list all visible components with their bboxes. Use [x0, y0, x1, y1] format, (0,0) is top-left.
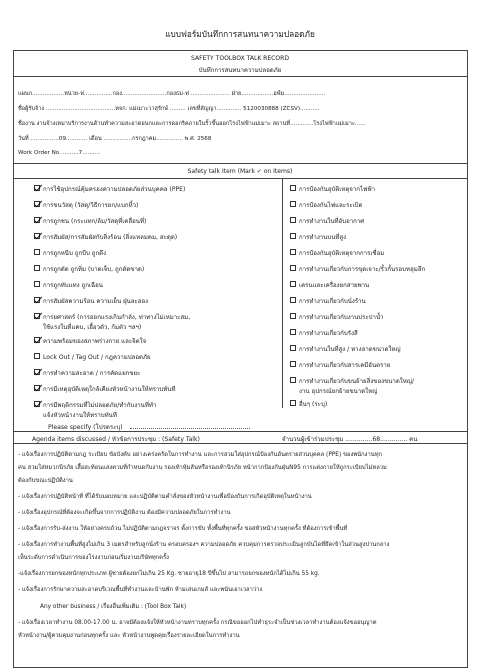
talk-item-checkbox[interactable] — [290, 400, 296, 406]
talk-item-checkbox[interactable] — [34, 369, 40, 375]
talk-item-label: การป้องกันอุบัติเหตุจากไฟฟ้า — [299, 186, 376, 193]
talk-item-checkbox[interactable] — [290, 185, 296, 191]
talk-item-checkbox[interactable] — [290, 217, 296, 223]
talk-item-report-sub: แจ้งหัวหน้างานให้ทราบทันที — [43, 412, 117, 419]
discussion-line: - แจ้งเรื่องการรับ-ส่งงาน ให้อย่างครบถ้วน ไม่ปฏิบัติตามกฎจราจร ตั้งการขับ ทั้งพื้นที่ทุกครั้ง ขอสหัวหน้างานทุกครั้ง ที่ต้องการเข้าพื้นที่ — [18, 526, 348, 532]
discussion-line: คน สวมใส่หมวกนิรภัย เสื้อสะท้อนแสงตามที่กำหนดกับงาน รองเท้าหุ้มส้นหรือรองเท้านิรภัย หน้ากากป้องกันฝุ่นN95 การแต่งกายให้ถูกระเบียบไม่หลวม — [18, 465, 387, 471]
talk-item-checkbox[interactable] — [290, 377, 296, 383]
discussion-line: เห็นระดับการดำเนินการของโรงงานก่อนเริ่มงานบริษัททุกครั้ง — [18, 555, 170, 561]
talk-item-label: การถูกตัด ถูกทิ่ม (บาดเจ็บ, ถูกตัดขาด) — [43, 266, 145, 273]
talk-item-label: การถูกหนีบ ถูกบีบ ถูกดึง — [43, 250, 107, 257]
talk-item-checkbox[interactable] — [34, 297, 40, 303]
talk-item-label: การทำงานในที่สูง / ทางลาดขนาดใหญ่ — [299, 346, 401, 353]
talk-item-checkbox[interactable] — [34, 249, 40, 255]
header-title-en: SAFETY TOOLBOX TALK RECORD — [191, 55, 289, 62]
talk-item-label: การทำงานเกี่ยวกับงานประปาน้ำ — [299, 314, 384, 321]
talk-item-checkbox[interactable] — [290, 313, 296, 319]
talk-item-label: การทำงานในที่อับอากาศ — [299, 218, 365, 225]
talk-item-label: การทำความสะอาด / การคัดแยกขยะ — [43, 370, 141, 377]
form-title: แบบฟอร์มบันทึกการสนทนาความปลอดภัย — [165, 29, 315, 39]
any-other-business: Any other business / เรื่องอื่นเพิ่มเติม : (Tool Box Talk) — [40, 604, 187, 610]
talk-item-checkbox[interactable] — [34, 385, 40, 391]
talk-item-label: เครนและเครื่องยกสายพาน — [299, 282, 370, 289]
field-contractor: ชื่อผู้รับจ้าง .......................................หจก. แม่เมาะวาสุรักษ์ ......... เลขที่สัญญา.............. 5120030888 (ZCSV)........... — [18, 106, 320, 112]
agenda-top-divider — [13, 431, 468, 432]
talk-item-checkbox[interactable] — [290, 345, 296, 351]
talk-item-checkbox[interactable] — [290, 233, 296, 239]
talk-item-label: การขนวัสดุ (วัสดุ/วิธีการยก/แบกหิ้ว) — [43, 202, 139, 209]
talk-item-checkbox[interactable] — [34, 185, 40, 191]
talk-item-checkbox[interactable] — [34, 401, 40, 407]
talk-item-checkbox[interactable] — [34, 233, 40, 239]
talk-item-checkbox[interactable] — [290, 201, 296, 207]
field-job-name: ชื่องาน งานจ้างเหมาบริการงานด้านทำความสะอาดอนกและการดอกริคภายในรั้วขึ้นออกโรงไฟฟ้าแม่เมาะ สถานที่.............โรงไฟฟ้าแม่เมาะ...... — [18, 121, 366, 127]
discussion-line: - แจ้งเรื่องการรักษาความสะอาดบริเวณพื้นที่ทำงานและบ้านพัก ห้ามเล่นเกมส์ และพนันเอาเวลาว่าง — [18, 587, 263, 593]
talk-item-label: การสัมผัส/การสัมผัสกับสิ่งร้อน (สิ่งแหลมคม, สะดุด) — [43, 234, 178, 241]
talk-item-label: ความพร้อมของสภาพร่างกาย และจิตใจ — [43, 338, 147, 345]
talk-item-label: การทำงานเกี่ยวกับการขุดเจาะ/รั้วกั้นรอบหลุมลึก — [299, 266, 426, 273]
talk-item-label: อื่นๆ (ระบุ) — [299, 401, 328, 408]
talk-item-checkbox[interactable] — [290, 297, 296, 303]
header-title-th: บันทึกการสนทนาความปลอดภัย — [198, 67, 282, 74]
talk-item-label: การทำงานบนที่สูง — [299, 234, 347, 241]
talk-item-checkbox[interactable] — [34, 217, 40, 223]
talk-item-label: การสัมผัสความร้อน ความเย็น ฝุ่นละออง — [43, 298, 149, 305]
talk-item-checkbox[interactable] — [290, 265, 296, 271]
talk-item-checkbox[interactable] — [34, 337, 40, 343]
talk-item-checkbox[interactable] — [34, 201, 40, 207]
talk-item-checkbox[interactable] — [290, 361, 296, 367]
discussion-line: - แจ้งเรื่องการทำงานพื้นที่สูงไม่เกิน 3 เมตรสำหรับลูกนั่งร้าน ครอบครองฯ ความปลอดภัย ควบคุมการตรวจประเมินลูกบันไดที่ยึดเข้าในส่วนสูงปานกลาง — [18, 542, 390, 548]
discussion-line: - แจ้งเรื่องการปฏิบัติตามกฎ ระเบียบ ข้อบังคับ อย่างเคร่งครัดในการทำงาน และการสวมใส่อุปกรณ์ป้องกันอันตรายส่วนบุคคล (PPE) ของพนักงานทุก — [18, 452, 383, 458]
items-column-divider — [282, 178, 283, 408]
talk-item-label: การยศาสตร์ (การออกแรงเกินกำลัง, ท่าทางไม่เหมาะสม, — [43, 314, 191, 321]
talk-item-label: การถูกชน (กระแทก/ล้ม/วัสดุที่เคลื่อนที่) — [43, 218, 147, 225]
talk-items-header: Safety talk Item (Mark ✓ on Items) — [187, 168, 293, 175]
talk-item-label: การมีพฤติกรรมที่ไม่ปลอดภัย/ทำกับงานที่ทำ — [43, 402, 157, 409]
talk-item-label: การทำงานเกี่ยวกับรังสี — [299, 330, 358, 337]
talk-item-label: การถูกทับแทง ถูกเฉือน — [43, 282, 103, 289]
talk-item-label: การป้องกันไฟและระเบิด — [299, 202, 363, 209]
discussion-line: -แจ้งเรื่องการยกของหนักทุกประเภท ผู้ชายต้องยกไม่เกิน 25 Kg. ชายอายุ18 ปีขึ้นไป สามารถยกของหนักได้ไม่เกิน 55 kg. — [18, 571, 320, 577]
info-divider — [13, 163, 468, 164]
talk-item-checkbox[interactable] — [34, 313, 40, 319]
discussion-line: - แจ้งเรื่องอุปกรณ์ที่ต้องจะเกิดขึ้นจากการปฏิบัติงาน ต้องมีความปลอดภัยในการทำงาน — [18, 510, 231, 516]
field-date: วันที่ ................09............ เดือน ................กรกฎาคม............... พ.ศ. 2568 — [18, 136, 212, 142]
field-work-order: Work Order No. .........7.......... — [18, 150, 101, 156]
discussion-line: - แจ้งเรื่องเวลาทำงาน 08.00-17.00 น. อาจมีต้องแจ้งให้หัวหน้างานทราบทุกครั้ง กรณีขอออกไปทำธุระจำเป็นช่วงเวลาทำงานต้องแจ้งขออนุญาต — [18, 620, 377, 626]
discussion-line: ต้องกับขณะปฏิบัติงาน — [18, 478, 73, 484]
talk-item-label: การทำงานเกี่ยวกับขนย้ายสิ่งของขนาดใหญ่/ — [299, 378, 415, 385]
items-header-divider — [13, 178, 468, 179]
talk-item-checkbox[interactable] — [290, 329, 296, 335]
talk-item-ergonomics-sub: ใช้แรงในที่แคบ, เอื้อวตัว, ก้มตัว ฯลฯ) — [43, 324, 142, 331]
header-divider — [13, 76, 468, 77]
agenda-label: Agenda items discussed / หัวข้อการประชุม : (Safety Talk) — [32, 436, 200, 443]
talk-item-label: การทำงานเกี่ยวกับนั่งร้าน — [299, 298, 366, 305]
talk-item-checkbox[interactable] — [34, 353, 40, 359]
talk-item-checkbox[interactable] — [34, 265, 40, 271]
talk-item-label: Lock Out / Tag Out / กฎความปลอดภัย — [43, 354, 151, 361]
discussion-line: - แจ้งเรื่องการปฏิบัติหน้าที่ ที่ได้รับมอบหมาย และปฏิบัติตามคำสั่งของหัวหน้างานเพื่อป้องกันการเกิดอุบัติเหตุในหน้างาน — [18, 494, 312, 500]
talk-item-checkbox[interactable] — [290, 281, 296, 287]
talk-item-label: การมีเหตุอุบัติเหตุใกล้เคียงหัวหน้างานให้ทราบทันที — [43, 386, 176, 393]
talk-item-label: การใช้อุปกรณ์คุ้มครองความปลอดภัยส่วนบุคคล (PPE) — [43, 186, 186, 193]
talk-item-label: การป้องกันอุบัติเหตุจากการเชื่อม — [299, 250, 385, 257]
please-specify-line — [130, 428, 250, 429]
talk-item-heavy-lift-sub: งาน อุปกรณ์ยกย้ายขนาดใหญ่ — [299, 388, 378, 395]
attendee-count: จำนวนผู้เข้าร่วมประชุม ..............68.............. คน — [282, 436, 418, 443]
talk-item-checkbox[interactable] — [34, 281, 40, 287]
discussion-line: หัวหน้างาน/ผู้ควบคุมงานก่อนทุกครั้ง และ หัวหน้างานพูดคุยเรื่องรายละเอียดในการทำงาน — [18, 633, 240, 639]
please-specify: Please specify (โปรดระบุ) — [48, 424, 123, 431]
talk-item-label: การทำงานเกี่ยวกับสารเคมีอันตราย — [299, 362, 391, 369]
field-department: แผนก..................หน่วย-ฟ................กอง.........................กองธม-ฟ ...................... ฝ่าย..................อฟ์ม....................... — [18, 91, 326, 97]
talk-item-checkbox[interactable] — [290, 249, 296, 255]
agenda-bottom-divider — [13, 443, 468, 444]
